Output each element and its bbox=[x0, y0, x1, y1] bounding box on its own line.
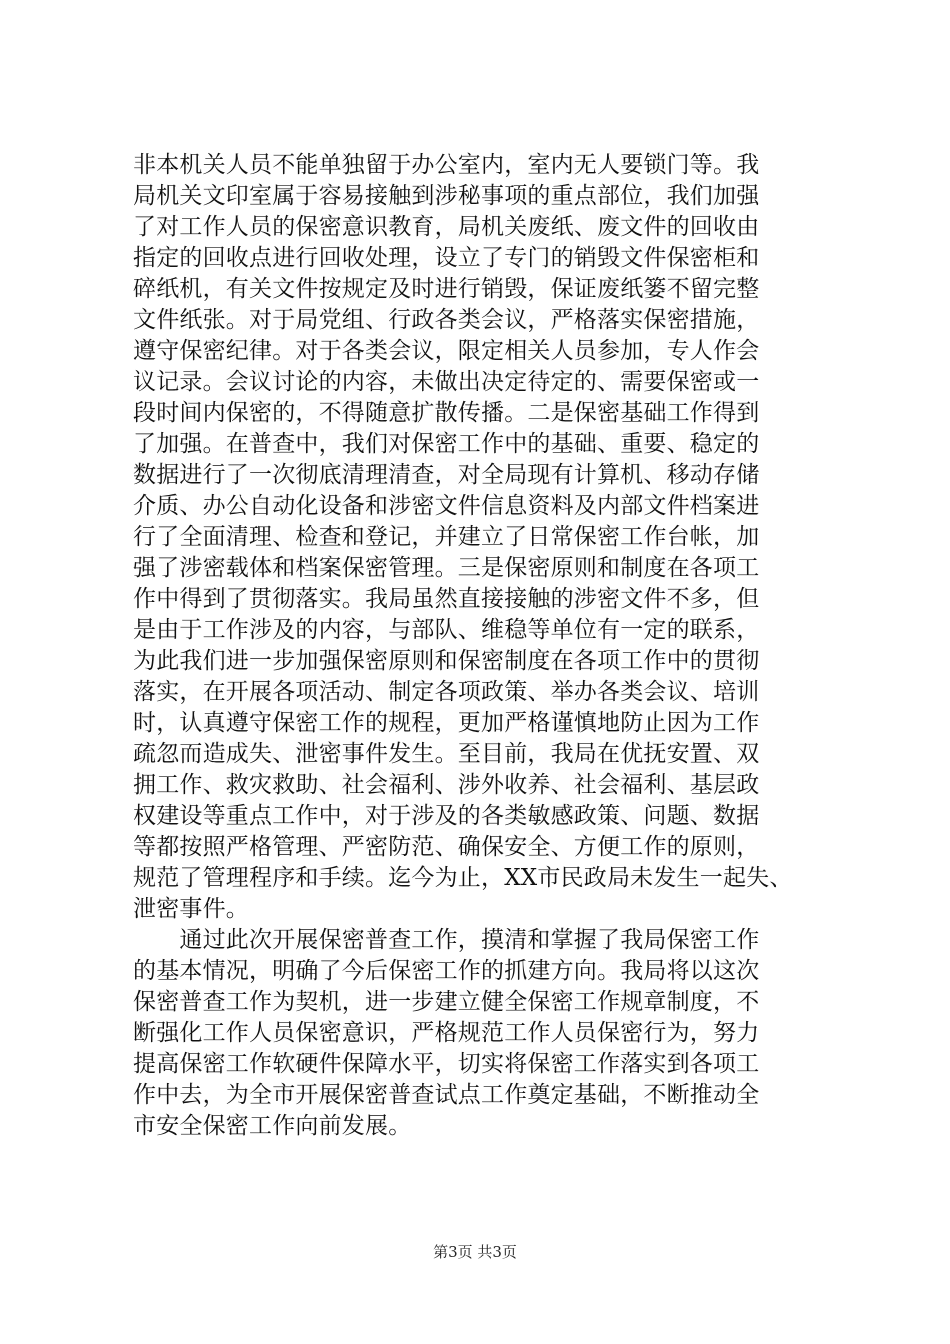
text-line: 等都按照严格管理、严密防范、确保安全、方便工作的原则， bbox=[133, 834, 760, 860]
text-line: 了加强。在普查中，我们对保密工作中的基础、重要、稳定的 bbox=[133, 431, 760, 457]
text-line: 了对工作人员的保密意识教育，局机关废纸、废文件的回收由 bbox=[133, 214, 760, 240]
text-line: 提高保密工作软硬件保障水平，切实将保密工作落实到各项工 bbox=[133, 1051, 760, 1077]
text-line: 断强化工作人员保密意识，严格规范工作人员保密行为，努力 bbox=[133, 1020, 760, 1046]
text-line: 疏忽而造成失、泄密事件发生。至目前，我局在优抚安置、双 bbox=[133, 741, 760, 767]
document-body bbox=[133, 150, 853, 1142]
text-line: 文件纸张。对于局党组、行政各类会议，严格落实保密措施， bbox=[133, 307, 760, 333]
text-line: 碎纸机，有关文件按规定及时进行销毁，保证废纸篓不留完整 bbox=[133, 276, 760, 302]
text-line: 非本机关人员不能单独留于办公室内，室内无人要锁门等。我 bbox=[133, 152, 760, 178]
text-line: 作中得到了贯彻落实。我局虽然直接接触的涉密文件不多，但 bbox=[133, 586, 760, 612]
text-line: 通过此次开展保密普查工作，摸清和掌握了我局保密工作 bbox=[133, 927, 760, 953]
text-line: 段时间内保密的，不得随意扩散传播。二是保密基础工作得到 bbox=[133, 400, 760, 426]
text-line: 落实，在开展各项活动、制定各项政策、举办各类会议、培训 bbox=[133, 679, 760, 705]
text-line: 权建设等重点工作中，对于涉及的各类敏感政策、问题、数据 bbox=[133, 803, 760, 829]
text-line: 泄密事件。 bbox=[133, 896, 249, 922]
text-line: 介质、办公自动化设备和涉密文件信息资料及内部文件档案进 bbox=[133, 493, 760, 519]
text-line: 时，认真遵守保密工作的规程，更加严格谨慎地防止因为工作 bbox=[133, 710, 760, 736]
text-line: 行了全面清理、检查和登记，并建立了日常保密工作台帐，加 bbox=[133, 524, 760, 550]
text-line: 为此我们进一步加强保密原则和保密制度在各项工作中的贯彻 bbox=[133, 648, 760, 674]
text-line: 市安全保密工作向前发展。 bbox=[133, 1113, 412, 1139]
text-line: 局机关文印室属于容易接触到涉秘事项的重点部位，我们加强 bbox=[133, 183, 760, 209]
text-line: 议记录。会议讨论的内容，未做出决定待定的、需要保密或一 bbox=[133, 369, 760, 395]
text-line: 拥工作、救灾救助、社会福利、涉外收养、社会福利、基层政 bbox=[133, 772, 760, 798]
text-line: 指定的回收点进行回收处理，设立了专门的销毁文件保密柜和 bbox=[133, 245, 760, 271]
text-line: 规范了管理程序和手续。迄今为止，XX市民政局未发生一起失、 bbox=[133, 865, 793, 891]
text-line: 数据进行了一次彻底清理清查，对全局现有计算机、移动存储 bbox=[133, 462, 760, 488]
text-line: 作中去，为全市开展保密普查试点工作奠定基础，不断推动全 bbox=[133, 1082, 760, 1108]
text-line: 的基本情况，明确了今后保密工作的抓建方向。我局将以这次 bbox=[133, 958, 760, 984]
text-line: 是由于工作涉及的内容，与部队、维稳等单位有一定的联系， bbox=[133, 617, 760, 643]
text-line: 强了涉密载体和档案保密管理。三是保密原则和制度在各项工 bbox=[133, 555, 760, 581]
page-number-footer: 第3页 共3页 bbox=[433, 1243, 517, 1261]
text-line: 遵守保密纪律。对于各类会议，限定相关人员参加，专人作会 bbox=[133, 338, 760, 364]
text-line: 保密普查工作为契机，进一步建立健全保密工作规章制度，不 bbox=[133, 989, 760, 1015]
